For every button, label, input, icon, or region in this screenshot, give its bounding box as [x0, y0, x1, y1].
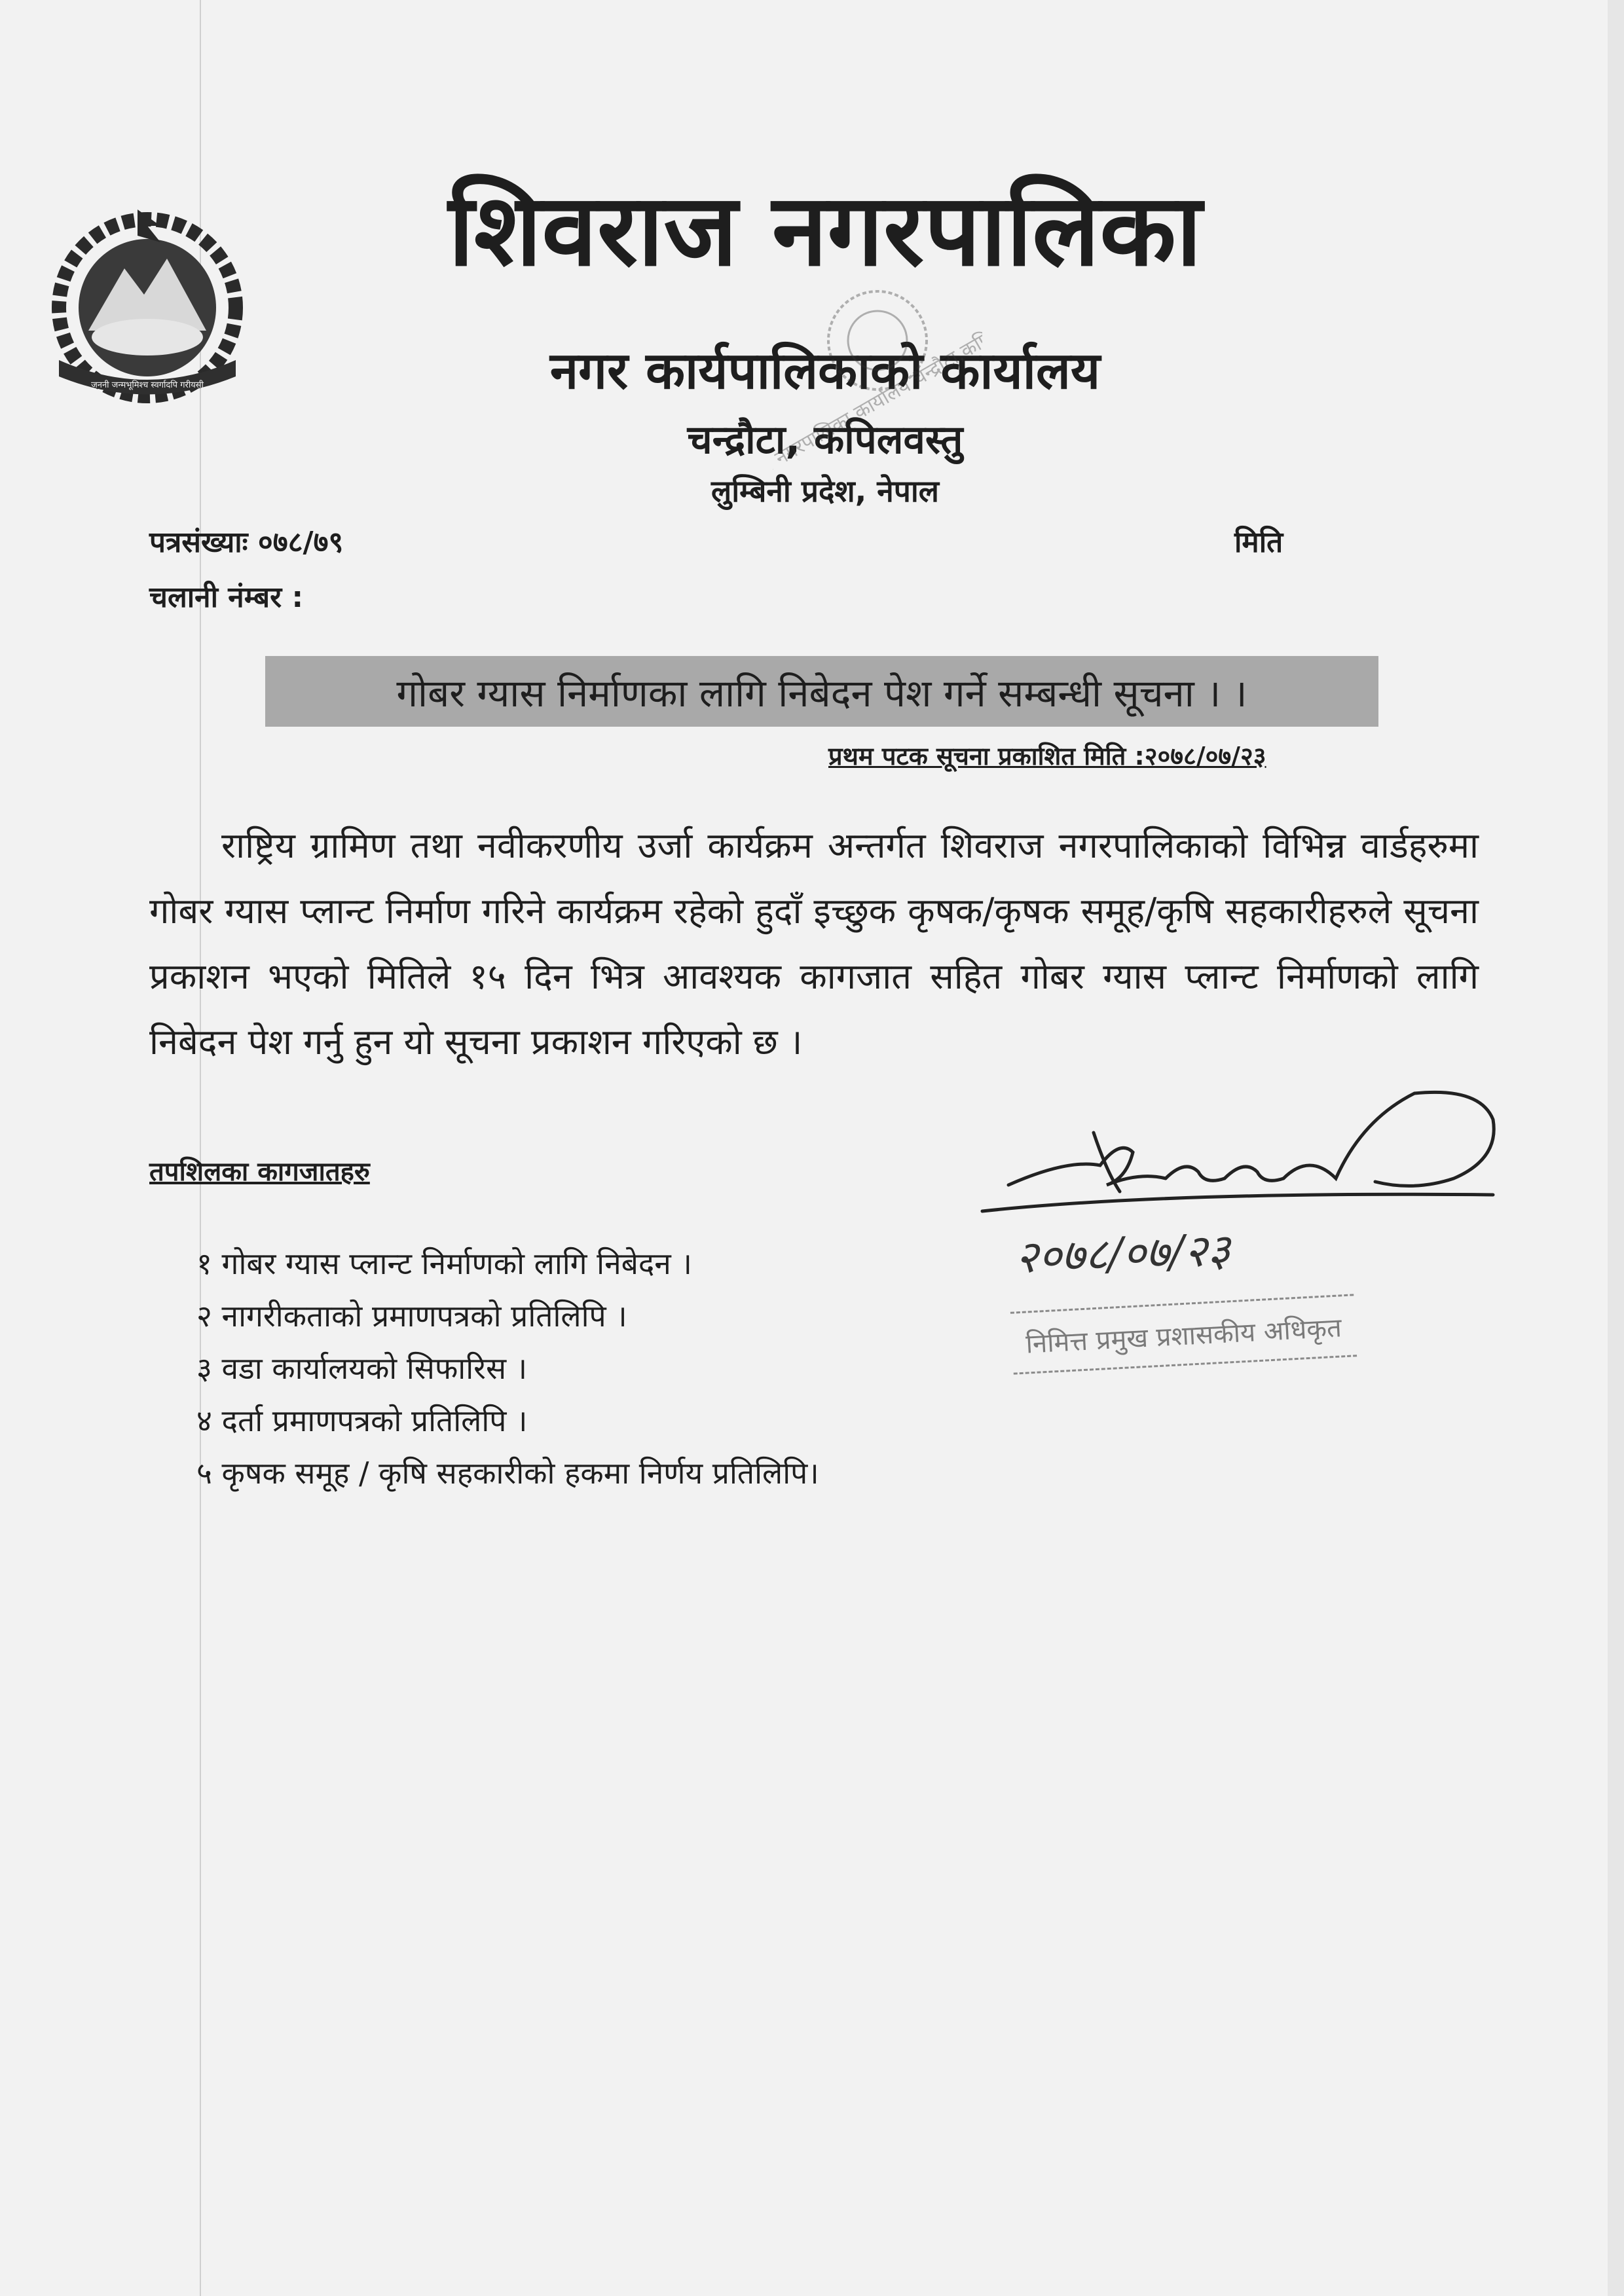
date-label: मिति [1234, 526, 1283, 559]
office-location: चन्द्रौटा, कपिलवस्तु [687, 417, 963, 463]
documents-heading: तपशिलका कागजातहरु [149, 1157, 370, 1187]
office-name: नगर कार्यपालिकाको कार्यालय [549, 342, 1101, 401]
list-item: २ नागरीकताको प्रमाणपत्रको प्रतिलिपि । [196, 1298, 627, 1334]
officer-stamp-text: निमित्त प्रमुख प्रशासकीय अधिकृत [1025, 1312, 1342, 1360]
publication-date: प्रथम पटक सूचना प्रकाशित मिति :२०७८/०७/२३ [828, 742, 1266, 771]
office-seal-stamp [773, 262, 982, 484]
officer-stamp [1010, 1294, 1357, 1374]
dispatch-number: चलानी नंम्बर : [149, 581, 304, 614]
documents-list [196, 1237, 819, 1499]
list-item: ५ कृषक समूह / कृषि सहकारीको हकमा निर्णय प्रतिलिपि। [196, 1455, 819, 1491]
province-name: लुम्बिनी प्रदेश, नेपाल [711, 473, 939, 509]
list-item: ४ दर्ता प्रमाणपत्रको प्रतिलिपि । [196, 1403, 528, 1438]
municipality-name: शिवराज नगरपालिका [448, 172, 1202, 288]
reference-number: पत्रसंख्याः ०७८/७९ [149, 526, 344, 559]
notice-body: राष्ट्रिय ग्रामिण तथा नवीकरणीय उर्जा कार्यक्रम अन्तर्गत शिवराज नगरपालिकाको विभिन्न वार्डहरुमा गोबर ग्यास प्लान्ट निर्माण गरिने कार्यक्रम रहेको हुदाँ इच्छुक कृषक/कृषक समूह/कृषि सहकारीहरुले सूचना प्रकाशन भएको मितिले १५ दिन भित्र आवश्यक कागजात सहित गोबर ग्यास प्लान्ट निर्माणको लागि निबेदन पेश गर्नु हुन यो सूचना प्रकाशन गरिएको छ । [149, 825, 1479, 1063]
notice-subject-text: गोबर ग्यास निर्माणका लागि निबेदन पेश गर्ने सम्बन्धी सूचना । । [396, 670, 1247, 716]
list-item: १ गोबर ग्यास प्लान्ट निर्माणको लागि निबेदन । [196, 1246, 692, 1281]
emblem-motto: जननी जन्मभूमिश्च स्वर्गादपि गरीयसी [91, 380, 204, 390]
signature-date: २०७८/०७/२३ [1014, 1224, 1232, 1284]
seal-text: शिवराज नगरपालिका कार्यालय चन्द्रौटा,कपिलवस्तु [773, 306, 982, 484]
notice-subject [265, 656, 1378, 727]
nepal-emblem-icon [39, 196, 255, 412]
scan-page-edge [1608, 0, 1624, 2296]
list-item: ३ वडा कार्यालयको सिफारिस । [196, 1351, 528, 1386]
